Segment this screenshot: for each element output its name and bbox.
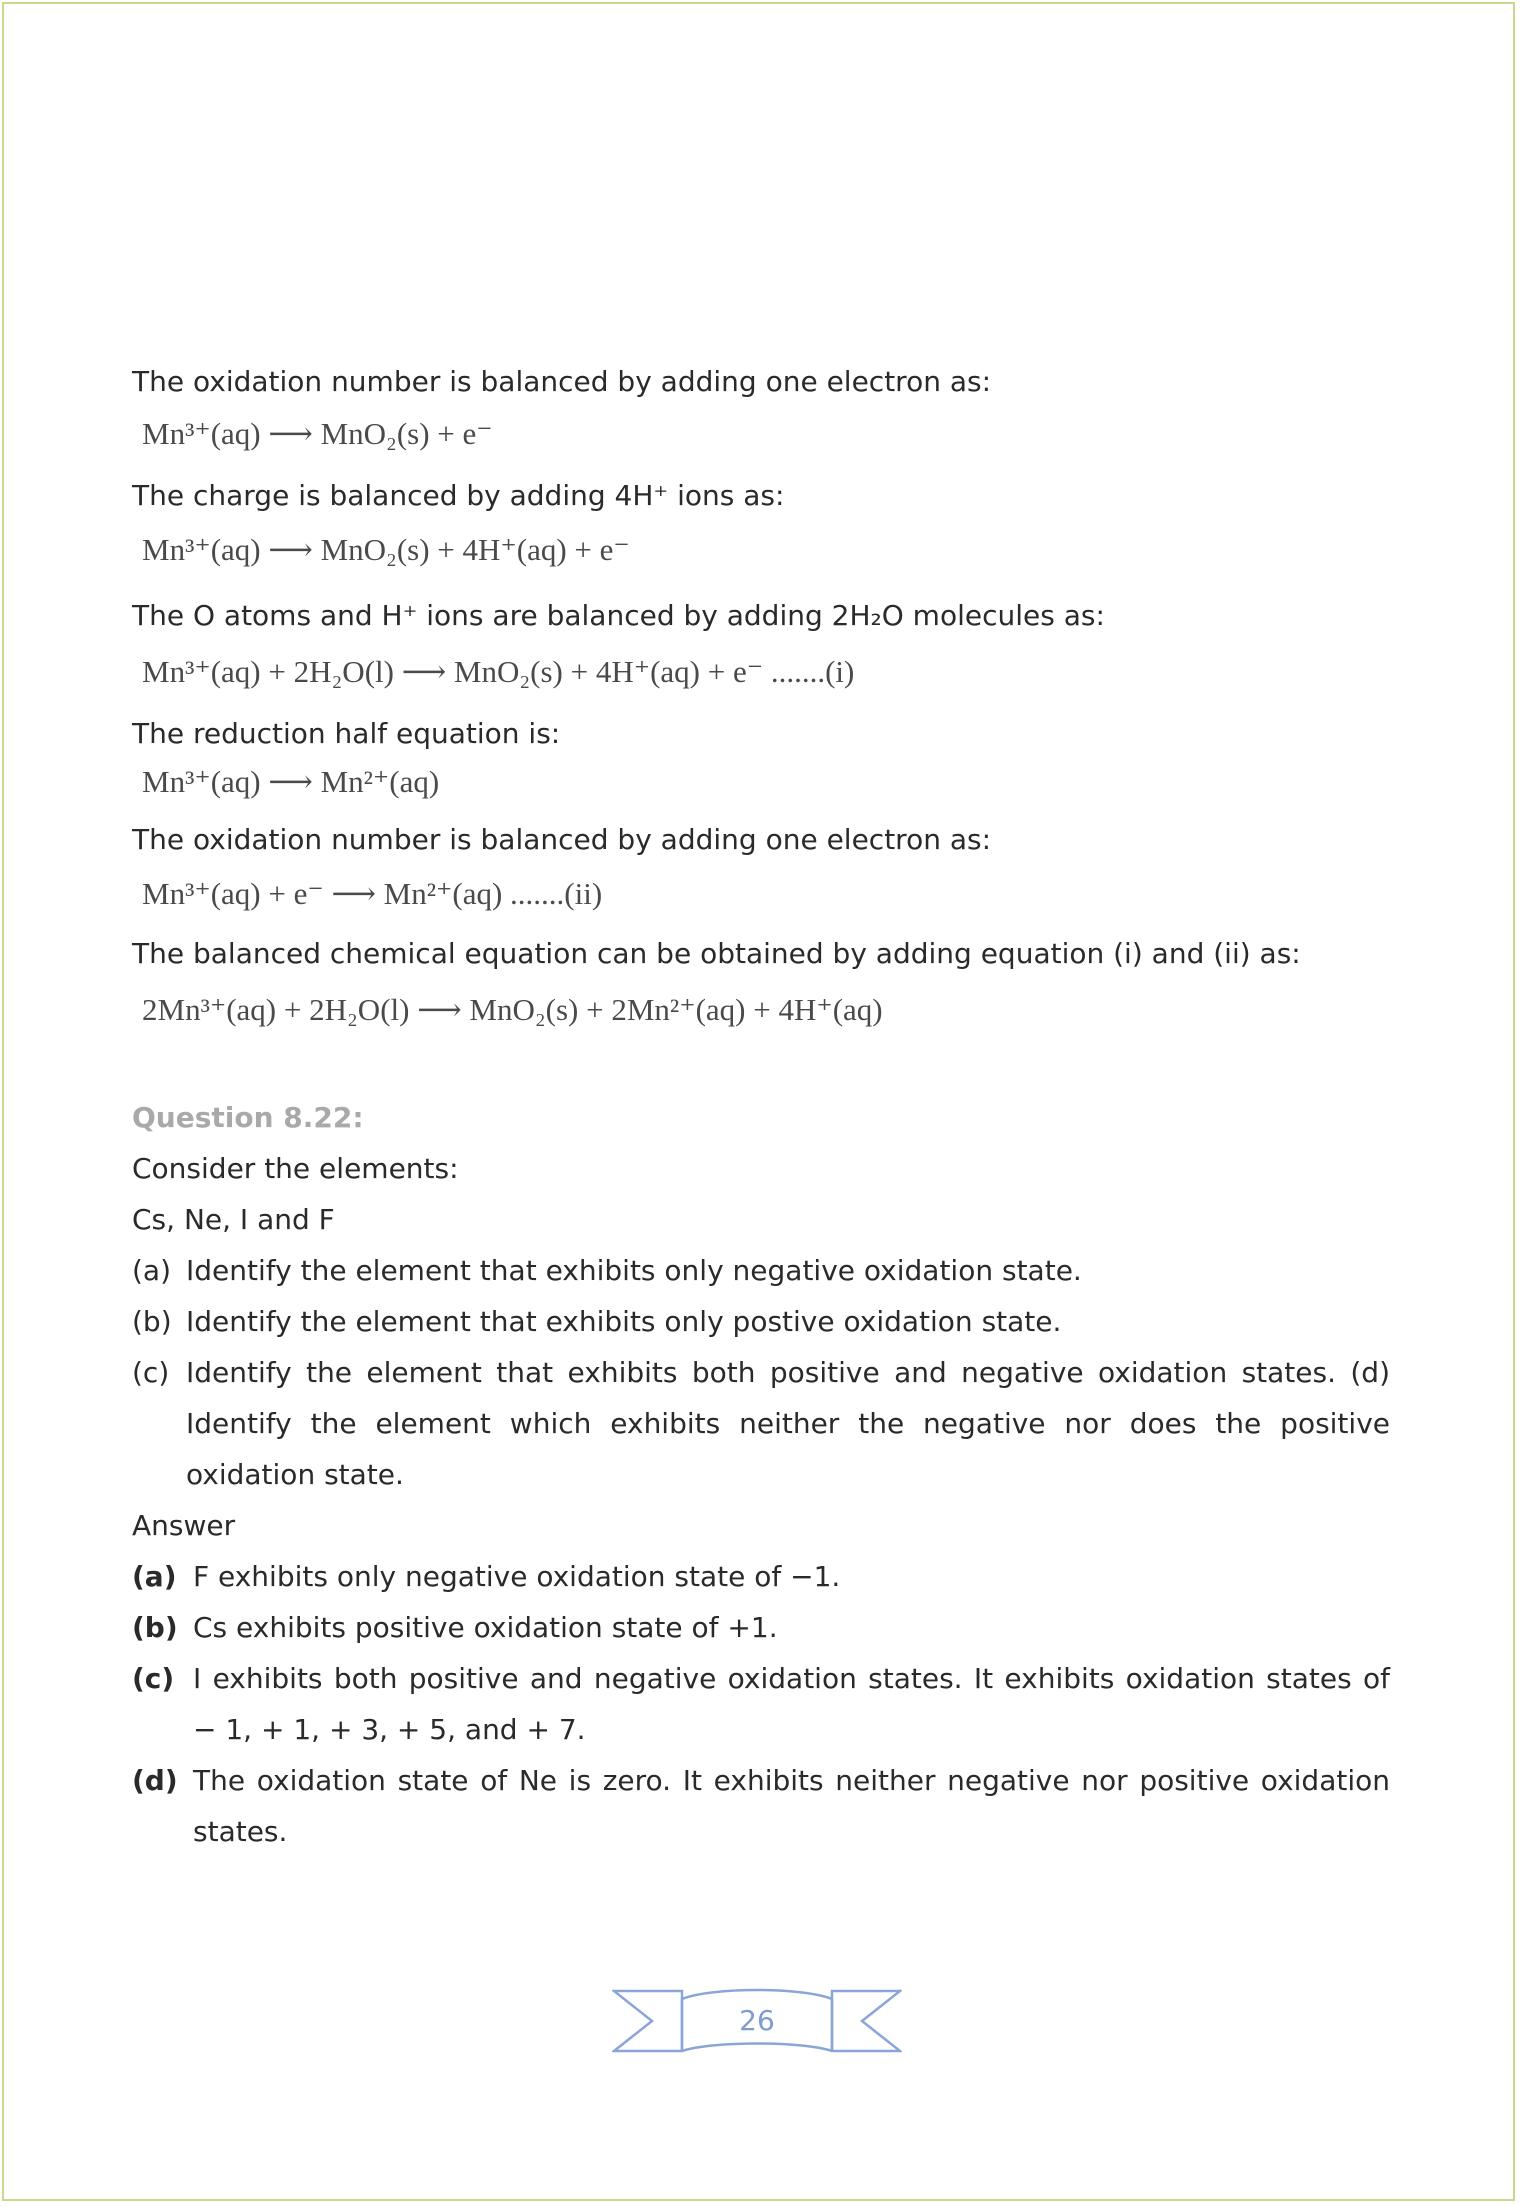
question-intro: Consider the elements:: [132, 1152, 459, 1185]
page-number: 26: [739, 2004, 775, 2037]
answer-text: I exhibits both positive and negative oxidation states. It exhibits oxidation states of − 1, + 1, + 3, + 5, and + 7.: [193, 1662, 1390, 1746]
text-line: The O atoms and H⁺ ions are balanced by adding 2H₂O molecules as:: [132, 599, 1105, 632]
equation-6: 2Mn³⁺(aq) + 2H₂O(l) ⟶ MnO₂(s) + 2Mn²⁺(aq) + 4H⁺(aq): [142, 992, 883, 1027]
equation-1: Mn³⁺(aq) ⟶ MnO₂(s) + e⁻: [142, 416, 493, 451]
answer-label: (c): [132, 1662, 175, 1695]
part-label: (c): [132, 1356, 170, 1389]
equation-3: Mn³⁺(aq) + 2H₂O(l) ⟶ MnO₂(s) + 4H⁺(aq) + e⁻ .......(i): [142, 654, 855, 689]
part-text: Identify the element that exhibits only negative oxidation state.: [186, 1254, 1082, 1287]
answer-text: Cs exhibits positive oxidation state of +1.: [193, 1611, 778, 1644]
part-text: Identify the element that exhibits both positive and negative oxidation states. (d) Identify the element which exhibits neither the negative nor does the positive oxidation state.: [186, 1356, 1390, 1491]
text-line: The charge is balanced by adding 4H⁺ ions as:: [132, 479, 785, 512]
answer-label: (d): [132, 1764, 178, 1797]
answer-text: The oxidation state of Ne is zero. It exhibits neither negative nor positive oxidation states.: [193, 1764, 1390, 1848]
question-elements: Cs, Ne, I and F: [132, 1203, 335, 1236]
text-line: The balanced chemical equation can be obtained by adding equation (i) and (ii) as:: [132, 937, 1301, 970]
part-label: (b): [132, 1305, 172, 1338]
equation-4: Mn³⁺(aq) ⟶ Mn²⁺(aq): [142, 764, 440, 799]
question-part-a: [132, 1245, 1390, 1296]
part-label: (a): [132, 1254, 172, 1287]
answer-heading: Answer: [132, 1509, 236, 1542]
part-text: Identify the element that exhibits only postive oxidation state.: [186, 1305, 1062, 1338]
answer-part-a: [132, 1551, 1390, 1602]
text-line: The oxidation number is balanced by adding one electron as:: [132, 823, 992, 856]
answer-part-b: [132, 1602, 1390, 1653]
equation-2: Mn³⁺(aq) ⟶ MnO₂(s) + 4H⁺(aq) + e⁻: [142, 532, 630, 567]
page-number-banner: [612, 1985, 902, 2057]
answer-text: F exhibits only negative oxidation state of −1.: [193, 1560, 841, 1593]
question-title: Question 8.22:: [132, 1101, 364, 1134]
question-part-c: [132, 1347, 1390, 1500]
text-line: The reduction half equation is:: [132, 717, 561, 750]
answer-label: (a): [132, 1560, 177, 1593]
text-line: The oxidation number is balanced by adding one electron as:: [132, 365, 992, 398]
answer-part-d: [132, 1755, 1390, 1857]
equation-5: Mn³⁺(aq) + e⁻ ⟶ Mn²⁺(aq) .......(ii): [142, 876, 603, 911]
answer-label: (b): [132, 1611, 178, 1644]
answer-part-c: [132, 1653, 1390, 1755]
question-part-b: [132, 1296, 1390, 1347]
